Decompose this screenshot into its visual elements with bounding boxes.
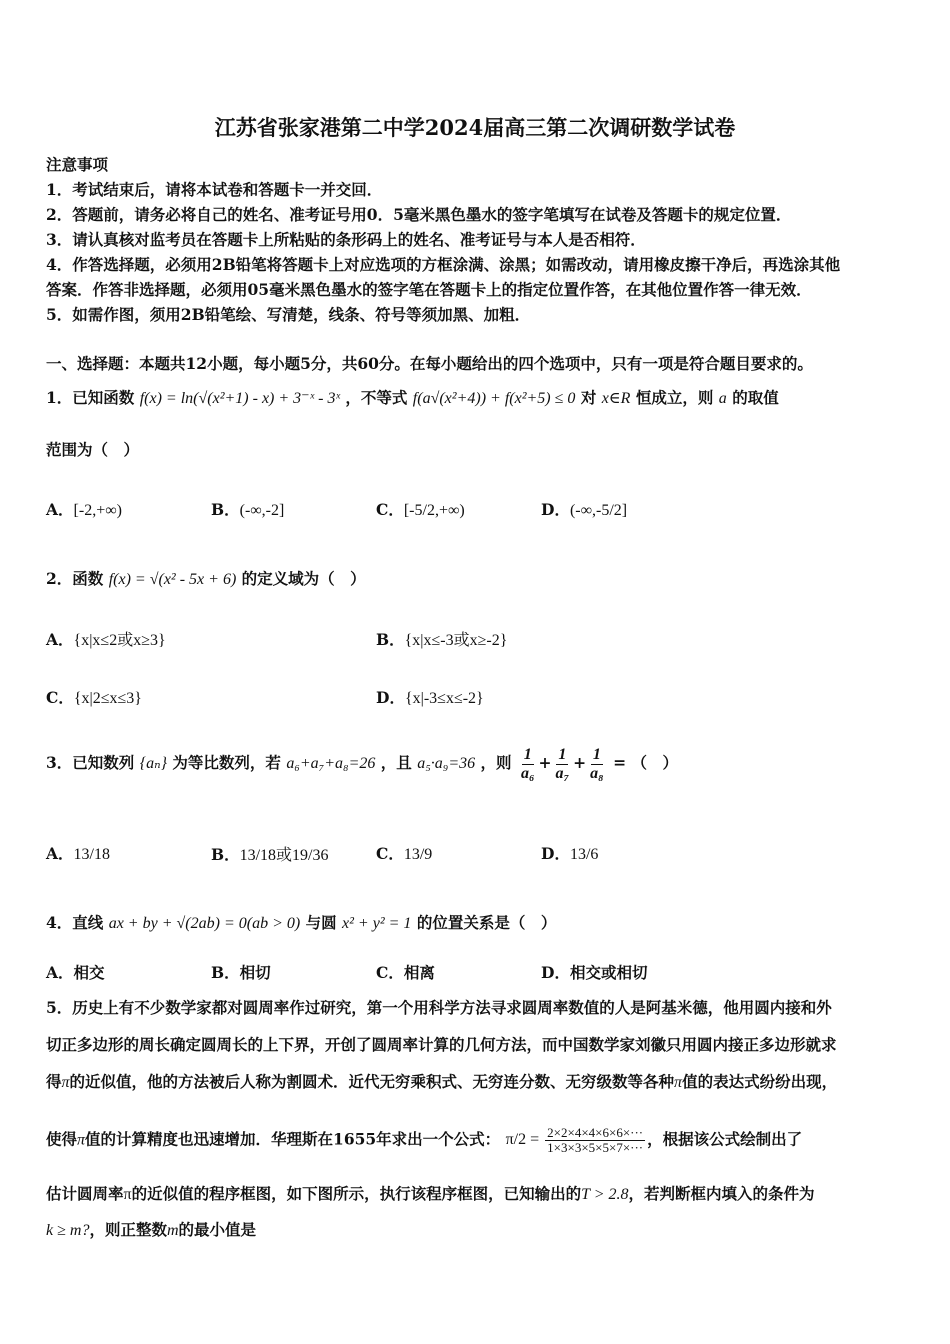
notice-item: 2．答题前，请务必将自己的姓名、准考证号用0．5毫米黑色墨水的签字笔填写在试卷及答题卡的规定位置． (46, 205, 792, 224)
notice-item: 答案．作答非选择题，必须用05毫米黑色墨水的签字笔在答题卡上的指定位置作答，在其他位置作答一律无效． (46, 280, 812, 299)
q3-sum-fraction: $\frac{1}{\text{a₆}}$ (520, 746, 535, 782)
q3-option-d: D．13/6 (541, 844, 599, 863)
q2-option-b: B．{x|x≤-3或x≥-2} (376, 630, 508, 649)
question-5-line: 切正多边形的周长确定圆周长的上下界，开创了圆周率计算的几何方法，而中国数学家刘徽只用圆内接正多边形就求 (46, 1035, 837, 1054)
q2-option-d: D．{x|-3≤x≤-2} (376, 688, 484, 707)
q4-option-c: C．相离 (376, 963, 435, 982)
wallis-formula: π/2 = $\frac{2\times 2\times 4\times 4\times 6\times 6\times\cdot\cdot\cdot}{1\times 3\times 3\times 5\times 5\times 7\times\cdot\cdot\cdot}$ (505, 1125, 644, 1156)
q3-option-b: B．13/18或19/36 (211, 845, 329, 864)
q4-option-d: D．相交或相切 (541, 963, 648, 982)
question-5-line: 使得π值的计算精度也迅速增加．华理斯在1655年求出一个公式： π/2 = $\frac{2\times 2\times 4\times 4\times 6\times 6\times\cdot\cdot\cdot}{1\times 3\times 3\times 5\times 5\times 7\times\cdot\cdot\cdot}$ ，根据该公式绘制出了 (46, 1125, 803, 1156)
q1-option-b: B．(-∞,-2] (211, 500, 285, 519)
notice-item: 4．作答选择题，必须用2B铅笔将答题卡上对应选项的方框涂满、涂黑；如需改动，请用橡皮擦干净后，再选涂其他 (46, 255, 841, 274)
q1-option-c: C．[-5/2,+∞) (376, 500, 465, 519)
q3-option-c: C．13/9 (376, 844, 433, 863)
notice-item: 3．请认真核对监考员在答题卡上所粘贴的条形码上的姓名、准考证号与本人是否相符． (46, 230, 646, 249)
notice-item: 1．考试结束后，请将本试卷和答题卡一并交回． (46, 180, 383, 199)
question-1: 1．已知函数 f(x) = ln(√(x²+1) - x) + 3⁻ˣ - 3ˣ ，不等式 f(a√(x²+4)) + f(x²+5) ≤ 0 对 x∈R 恒成立，则 a 的取值 (46, 388, 779, 407)
question-5-line: 得π的近似值，他的方法被后人称为割圆术．近代无穷乘积式、无穷连分数、无穷级数等各种π值的表达式纷纷出现， (46, 1072, 838, 1091)
q2-function: f(x) = √(x² - 5x + 6) (108, 571, 237, 588)
notice-item: 5．如需作图，须用2B铅笔绘、写清楚，线条、符号等须加黑、加粗． (46, 305, 531, 324)
question-1-cont: 范围为（ ） (46, 440, 140, 459)
q2-option-c: C．{x|2≤x≤3} (46, 688, 142, 707)
q1-function: f(x) = ln(√(x²+1) - x) + 3⁻ˣ - 3ˣ (139, 390, 340, 407)
q4-option-a: A．相交 (46, 963, 105, 982)
section-heading: 一、选择题：本题共12小题，每小题5分，共60分。在每小题给出的四个选项中，只有一项是符合题目要求的。 (46, 354, 813, 373)
question-2: 2．函数 f(x) = √(x² - 5x + 6) 的定义域为（ ） (46, 569, 366, 588)
q1-option-d: D．(-∞,-5/2] (541, 500, 628, 519)
question-3: 3．已知数列 {aₙ} 为等比数列，若 a₆+a₇+a₈=26 ，且 a₅·a₉=36 ，则 $\frac{1}{\text{a₆}}$ + $\frac{1}{\text{a₇}}$ + $\frac{1}{\text{a₈}}$ = （ ） (46, 746, 678, 782)
page-title: 江苏省张家港第二中学2024届高三第二次调研数学试卷 (214, 115, 736, 140)
question-5-line: k ≥ m?，则正整数m的最小值是 (46, 1220, 257, 1239)
q4-option-b: B．相切 (211, 963, 271, 982)
q3-option-a: A．13/18 (46, 844, 110, 863)
question-4: 4．直线 ax + by + √(2ab) = 0(ab > 0) 与圆 x² + y² = 1 的位置关系是（ ） (46, 913, 557, 932)
question-5-line: 估计圆周率π的近似值的程序框图，如下图所示，执行该程序框图，已知输出的T > 2.8，若判断框内填入的条件为 (46, 1184, 815, 1203)
q1-option-a: A．[-2,+∞) (46, 500, 122, 519)
q2-option-a: A．{x|x≤2或x≥3} (46, 630, 166, 649)
q1-inequality: f(a√(x²+4)) + f(x²+5) ≤ 0 (412, 390, 576, 407)
question-5-line: 5．历史上有不少数学家都对圆周率作过研究，第一个用科学方法寻求圆周率数值的人是阿基米德，他用圆内接和外 (46, 998, 832, 1017)
notice-heading: 注意事项 (46, 155, 109, 174)
